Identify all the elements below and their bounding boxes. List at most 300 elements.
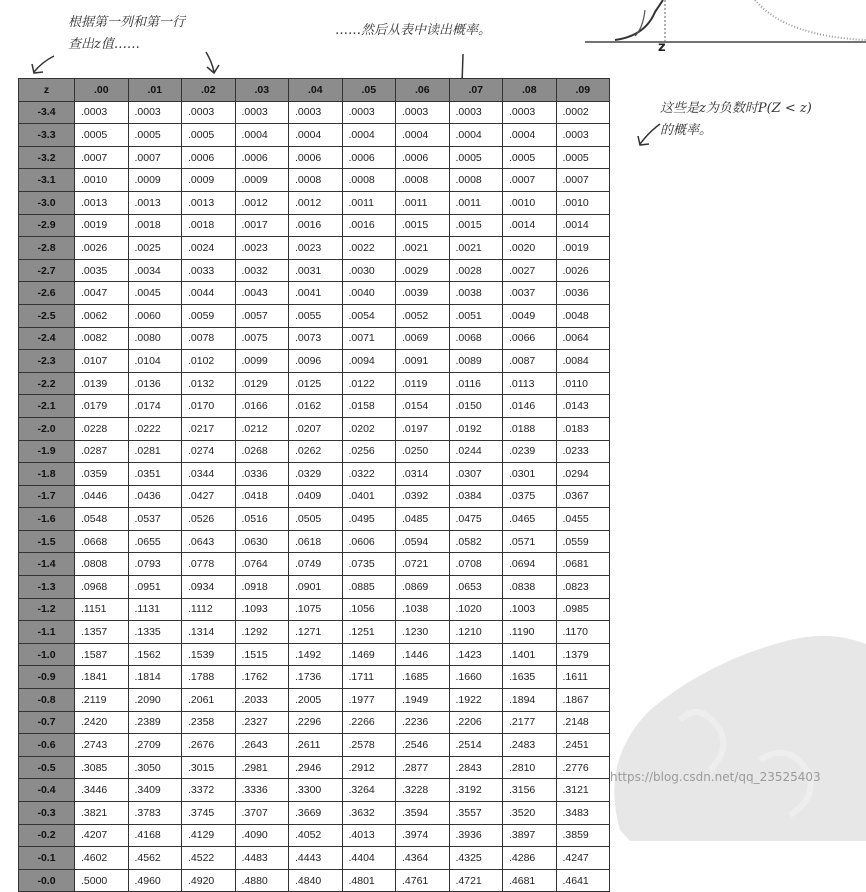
probability-cell: .0035 [75,259,129,282]
probability-cell: .0018 [182,214,236,237]
probability-cell: .0014 [556,214,610,237]
probability-cell: .0025 [128,237,182,260]
probability-cell: .0446 [75,485,129,508]
probability-cell: .0015 [396,214,450,237]
column-header: .05 [342,79,396,102]
probability-cell: .0003 [75,101,129,124]
probability-cell: .0005 [503,146,557,169]
probability-cell: .0043 [235,282,289,305]
probability-cell: .1788 [182,666,236,689]
probability-cell: .0113 [503,372,557,395]
probability-cell: .0475 [449,508,503,531]
probability-cell: .1056 [342,598,396,621]
probability-cell: .4641 [556,869,610,892]
probability-cell: .1587 [75,643,129,666]
normal-curve-fragment-icon [585,0,866,48]
probability-cell: .0003 [235,101,289,124]
probability-cell: .0571 [503,530,557,553]
probability-cell: .0548 [75,508,129,531]
probability-cell: .0143 [556,395,610,418]
table-row [19,847,610,870]
probability-cell: .0351 [128,463,182,486]
probability-cell: .0047 [75,282,129,305]
table-row [19,779,610,802]
probability-cell: .2296 [289,711,343,734]
probability-cell: .4286 [503,847,557,870]
table-row [19,101,610,124]
table-row [19,304,610,327]
probability-cell: .0003 [342,101,396,124]
probability-cell: .0244 [449,440,503,463]
probability-cell: .2148 [556,711,610,734]
probability-cell: .5000 [75,869,129,892]
probability-cell: .1251 [342,621,396,644]
probability-cell: .2420 [75,711,129,734]
z-value-cell: -1.4 [19,553,75,576]
probability-cell: .0030 [342,259,396,282]
probability-cell: .0233 [556,440,610,463]
probability-cell: .0392 [396,485,450,508]
watermark: https://blog.csdn.net/qq_23525403 [610,770,821,784]
probability-cell: .1736 [289,666,343,689]
probability-cell: .4052 [289,824,343,847]
probability-cell: .4562 [128,847,182,870]
table-row [19,553,610,576]
table-row [19,621,610,644]
probability-cell: .0007 [503,169,557,192]
probability-cell: .0166 [235,395,289,418]
probability-cell: .2177 [503,711,557,734]
probability-cell: .0011 [396,191,450,214]
probability-cell: .4840 [289,869,343,892]
probability-cell: .0091 [396,350,450,373]
probability-cell: .2981 [235,756,289,779]
z-value-cell: -3.3 [19,124,75,147]
probability-cell: .1038 [396,598,450,621]
probability-cell: .0007 [128,146,182,169]
probability-cell: .0066 [503,327,557,350]
probability-cell: .3228 [396,779,450,802]
probability-cell: .0655 [128,530,182,553]
probability-cell: .0122 [342,372,396,395]
probability-cell: .2709 [128,734,182,757]
probability-cell: .0436 [128,485,182,508]
table-row [19,530,610,553]
table-row [19,169,610,192]
probability-cell: .0116 [449,372,503,395]
probability-cell: .2266 [342,711,396,734]
probability-cell: .0016 [289,214,343,237]
probability-cell: .0132 [182,372,236,395]
probability-cell: .0003 [556,124,610,147]
table-row [19,824,610,847]
probability-cell: .0495 [342,508,396,531]
table-row [19,372,610,395]
z-value-cell: -0.4 [19,779,75,802]
probability-cell: .0222 [128,417,182,440]
z-value-cell: -1.5 [19,530,75,553]
probability-cell: .1492 [289,643,343,666]
z-axis-label: z [658,40,666,55]
probability-cell: .3446 [75,779,129,802]
probability-cell: .1814 [128,666,182,689]
probability-cell: .4880 [235,869,289,892]
probability-cell: .0005 [75,124,129,147]
probability-cell: .3632 [342,802,396,825]
z-value-cell: -2.8 [19,237,75,260]
z-value-cell: -0.9 [19,666,75,689]
probability-cell: .4404 [342,847,396,870]
probability-cell: .3409 [128,779,182,802]
probability-cell: .0003 [396,101,450,124]
probability-cell: .1093 [235,598,289,621]
probability-cell: .4013 [342,824,396,847]
probability-cell: .0049 [503,304,557,327]
probability-cell: .0314 [396,463,450,486]
probability-cell: .0012 [235,191,289,214]
table-row [19,440,610,463]
probability-cell: .4721 [449,869,503,892]
probability-cell: .0537 [128,508,182,531]
probability-cell: .0162 [289,395,343,418]
probability-cell: .1762 [235,666,289,689]
probability-cell: .0005 [449,146,503,169]
probability-cell: .2483 [503,734,557,757]
probability-cell: .1949 [396,689,450,712]
probability-cell: .0202 [342,417,396,440]
probability-cell: .0885 [342,576,396,599]
probability-cell: .0051 [449,304,503,327]
probability-cell: .0427 [182,485,236,508]
probability-cell: .0207 [289,417,343,440]
probability-cell: .0192 [449,417,503,440]
probability-cell: .0146 [503,395,557,418]
probability-cell: .0062 [75,304,129,327]
probability-cell: .1020 [449,598,503,621]
probability-cell: .0071 [342,327,396,350]
probability-cell: .0019 [75,214,129,237]
column-header: .09 [556,79,610,102]
probability-cell: .2643 [235,734,289,757]
probability-cell: .1423 [449,643,503,666]
probability-cell: .0003 [182,101,236,124]
z-value-cell: -0.8 [19,689,75,712]
probability-cell: .2005 [289,689,343,712]
probability-cell: .0901 [289,576,343,599]
probability-cell: .0367 [556,485,610,508]
probability-cell: .0003 [289,101,343,124]
table-row [19,485,610,508]
probability-cell: .0020 [503,237,557,260]
column-header: .06 [396,79,450,102]
probability-cell: .0188 [503,417,557,440]
z-value-cell: -0.5 [19,756,75,779]
probability-cell: .2389 [128,711,182,734]
table-row [19,417,610,440]
z-value-cell: -2.9 [19,214,75,237]
probability-cell: .0262 [289,440,343,463]
probability-cell: .1469 [342,643,396,666]
probability-cell: .4207 [75,824,129,847]
probability-cell: .0011 [449,191,503,214]
probability-cell: .1379 [556,643,610,666]
probability-cell: .0010 [75,169,129,192]
probability-cell: .0010 [503,191,557,214]
probability-cell: .0002 [556,101,610,124]
probability-cell: .0129 [235,372,289,395]
probability-cell: .0301 [503,463,557,486]
probability-cell: .0197 [396,417,450,440]
probability-cell: .3745 [182,802,236,825]
probability-cell: .2843 [449,756,503,779]
probability-cell: .3192 [449,779,503,802]
probability-cell: .0013 [182,191,236,214]
probability-cell: .4801 [342,869,396,892]
probability-cell: .1401 [503,643,557,666]
probability-cell: .0307 [449,463,503,486]
probability-cell: .0934 [182,576,236,599]
probability-cell: .0985 [556,598,610,621]
probability-cell: .0069 [396,327,450,350]
probability-cell: .3264 [342,779,396,802]
probability-cell: .2236 [396,711,450,734]
probability-cell: .0694 [503,553,557,576]
probability-cell: .0008 [289,169,343,192]
probability-cell: .0041 [289,282,343,305]
probability-cell: .0455 [556,508,610,531]
probability-cell: .0409 [289,485,343,508]
probability-cell: .0668 [75,530,129,553]
probability-cell: .0104 [128,350,182,373]
table-row [19,124,610,147]
probability-cell: .1867 [556,689,610,712]
probability-cell: .0150 [449,395,503,418]
probability-cell: .0006 [289,146,343,169]
corner-header: z [19,79,75,102]
table-row [19,598,610,621]
probability-cell: .0003 [128,101,182,124]
probability-cell: .0055 [289,304,343,327]
probability-cell: .2327 [235,711,289,734]
probability-cell: .4443 [289,847,343,870]
probability-cell: .0054 [342,304,396,327]
z-value-cell: -1.7 [19,485,75,508]
probability-cell: .0594 [396,530,450,553]
probability-cell: .1314 [182,621,236,644]
probability-cell: .1841 [75,666,129,689]
z-value-cell: -3.1 [19,169,75,192]
probability-cell: .3372 [182,779,236,802]
probability-cell: .3520 [503,802,557,825]
probability-cell: .0004 [342,124,396,147]
probability-cell: .3707 [235,802,289,825]
probability-cell: .0033 [182,259,236,282]
probability-cell: .0026 [75,237,129,260]
probability-cell: .0384 [449,485,503,508]
probability-cell: .0006 [396,146,450,169]
probability-cell: .2611 [289,734,343,757]
column-header: .00 [75,79,129,102]
probability-cell: .1562 [128,643,182,666]
probability-cell: .0059 [182,304,236,327]
z-value-cell: -2.7 [19,259,75,282]
table-row [19,711,610,734]
probability-cell: .0008 [396,169,450,192]
probability-cell: .3121 [556,779,610,802]
probability-cell: .3783 [128,802,182,825]
table-row [19,666,610,689]
probability-cell: .0170 [182,395,236,418]
probability-cell: .0268 [235,440,289,463]
probability-cell: .0087 [503,350,557,373]
probability-cell: .4602 [75,847,129,870]
probability-cell: .0094 [342,350,396,373]
probability-cell: .0005 [182,124,236,147]
probability-cell: .1170 [556,621,610,644]
probability-cell: .0078 [182,327,236,350]
probability-cell: .0136 [128,372,182,395]
probability-cell: .0017 [235,214,289,237]
probability-cell: .0465 [503,508,557,531]
probability-cell: .0336 [235,463,289,486]
probability-cell: .4483 [235,847,289,870]
probability-cell: .0009 [182,169,236,192]
probability-cell: .0021 [396,237,450,260]
probability-cell: .0014 [503,214,557,237]
probability-cell: .2578 [342,734,396,757]
probability-cell: .0048 [556,304,610,327]
probability-cell: .0022 [342,237,396,260]
probability-cell: .0039 [396,282,450,305]
probability-cell: .0008 [342,169,396,192]
probability-cell: .0401 [342,485,396,508]
probability-cell: .0034 [128,259,182,282]
probability-cell: .1075 [289,598,343,621]
z-value-cell: -1.6 [19,508,75,531]
probability-cell: .1446 [396,643,450,666]
probability-cell: .2451 [556,734,610,757]
probability-cell: .4129 [182,824,236,847]
probability-cell: .0179 [75,395,129,418]
probability-cell: .2676 [182,734,236,757]
probability-cell: .2810 [503,756,557,779]
probability-cell: .2119 [75,689,129,712]
probability-cell: .0064 [556,327,610,350]
table-row [19,869,610,892]
table-row [19,259,610,282]
probability-cell: .0764 [235,553,289,576]
probability-cell: .0174 [128,395,182,418]
z-value-cell: -2.0 [19,417,75,440]
probability-cell: .3821 [75,802,129,825]
probability-cell: .0606 [342,530,396,553]
probability-cell: .0749 [289,553,343,576]
probability-cell: .0005 [556,146,610,169]
z-value-cell: -2.5 [19,304,75,327]
probability-cell: .0183 [556,417,610,440]
probability-cell: .1515 [235,643,289,666]
probability-cell: .0013 [128,191,182,214]
probability-cell: .0006 [342,146,396,169]
probability-cell: .4168 [128,824,182,847]
probability-cell: .0643 [182,530,236,553]
table-row [19,282,610,305]
probability-cell: .4761 [396,869,450,892]
probability-cell: .1292 [235,621,289,644]
probability-cell: .0006 [235,146,289,169]
probability-cell: .4522 [182,847,236,870]
probability-cell: .0057 [235,304,289,327]
probability-cell: .0012 [289,191,343,214]
probability-cell: .3974 [396,824,450,847]
probability-cell: .0023 [289,237,343,260]
probability-cell: .3936 [449,824,503,847]
table-row [19,643,610,666]
z-value-cell: -2.1 [19,395,75,418]
probability-cell: .0630 [235,530,289,553]
probability-cell: .0119 [396,372,450,395]
probability-cell: .1210 [449,621,503,644]
z-value-cell: -0.1 [19,847,75,870]
probability-cell: .0023 [235,237,289,260]
probability-cell: .0099 [235,350,289,373]
z-value-cell: -0.7 [19,711,75,734]
probability-cell: .3483 [556,802,610,825]
arrow-right-icon [634,120,664,150]
probability-cell: .2912 [342,756,396,779]
column-header: .01 [128,79,182,102]
z-value-cell: -0.6 [19,734,75,757]
table-row [19,802,610,825]
probability-cell: .0009 [235,169,289,192]
probability-cell: .4247 [556,847,610,870]
probability-cell: .0274 [182,440,236,463]
probability-cell: .0708 [449,553,503,576]
probability-cell: .0250 [396,440,450,463]
z-value-cell: -2.6 [19,282,75,305]
probability-cell: .2743 [75,734,129,757]
probability-cell: .0778 [182,553,236,576]
probability-cell: .3897 [503,824,557,847]
table-row [19,463,610,486]
probability-cell: .3594 [396,802,450,825]
probability-cell: .1190 [503,621,557,644]
probability-cell: .0009 [128,169,182,192]
z-value-cell: -1.2 [19,598,75,621]
probability-cell: .1357 [75,621,129,644]
probability-cell: .1922 [449,689,503,712]
probability-cell: .0028 [449,259,503,282]
table-row [19,576,610,599]
probability-cell: .0075 [235,327,289,350]
probability-cell: .0287 [75,440,129,463]
probability-cell: .1660 [449,666,503,689]
probability-cell: .0040 [342,282,396,305]
probability-cell: .0068 [449,327,503,350]
probability-cell: .3669 [289,802,343,825]
probability-cell: .1271 [289,621,343,644]
probability-cell: .0838 [503,576,557,599]
probability-cell: .0212 [235,417,289,440]
probability-cell: .0618 [289,530,343,553]
table-row [19,734,610,757]
z-value-cell: -1.9 [19,440,75,463]
probability-cell: .0005 [128,124,182,147]
probability-cell: .0110 [556,372,610,395]
z-value-cell: -2.3 [19,350,75,373]
probability-cell: .0096 [289,350,343,373]
probability-cell: .3085 [75,756,129,779]
